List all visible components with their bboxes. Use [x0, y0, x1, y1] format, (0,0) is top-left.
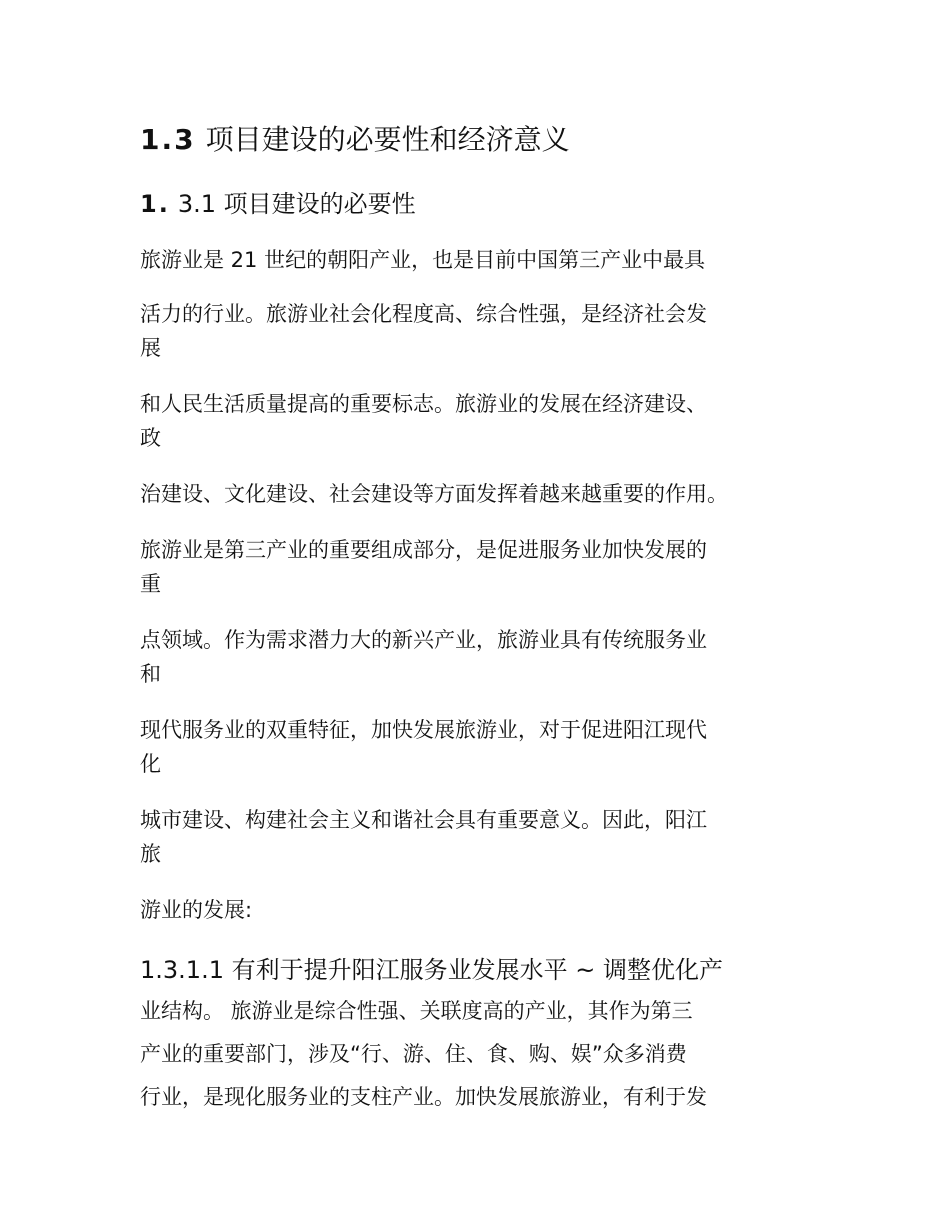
paragraph-line: 现代服务业的双重特征，加快发展旅游业，对于促进阳江现代 [140, 718, 707, 742]
paragraph-line: 治建设、文化建设、社会建设等方面发挥着越来越重要的作用。 [140, 482, 728, 506]
paragraph-line: 化 [140, 752, 161, 776]
subheading-text: 3.1 项目建设的必要性 [177, 190, 416, 218]
paragraph-line: 旅游业是第三产业的重要组成部分，是促进服务业加快发展的 [140, 538, 707, 562]
paragraph-line: 旅 [140, 842, 161, 866]
paragraph-line: 城市建设、构建社会主义和谐社会具有重要意义。因此，阳江 [140, 808, 707, 832]
body-line: 产业的重要部门，涉及“行、游、住、食、购、娱”众多消费 [140, 1042, 687, 1066]
paragraph-line: 活力的行业。旅游业社会化程度高、综合性强，是经济社会发 [140, 302, 707, 326]
paragraph-line: 展 [140, 336, 161, 360]
subsection-heading-1-3-1 [140, 186, 416, 222]
paragraph-line: 政 [140, 426, 161, 450]
heading-text: 项目建设的必要性和经济意义 [205, 123, 570, 156]
heading-number: 1.3 [140, 123, 196, 156]
paragraph-line: 旅游业是 21 世纪的朝阳产业，也是目前中国第三产业中最具 [140, 248, 706, 272]
paragraph-line: 和人民生活质量提高的重要标志。旅游业的发展在经济建设、 [140, 392, 707, 416]
subsection-heading-1-3-1-1: 1.3.1.1 有利于提升阳江服务业发展水平 ~ 调整优化产 [140, 956, 723, 984]
paragraph-line: 游业的发展: [140, 898, 253, 922]
paragraph-line: 和 [140, 662, 161, 686]
section-heading-1-3 [140, 120, 570, 160]
body-line: 行业，是现化服务业的支柱产业。加快发展旅游业，有利于发 [140, 1085, 707, 1109]
paragraph-line: 重 [140, 572, 161, 596]
subheading-number: 1. [140, 190, 170, 218]
body-line: 业结构。 旅游业是综合性强、关联度高的产业，其作为第三 [140, 999, 693, 1023]
paragraph-line: 点领域。作为需求潜力大的新兴产业，旅游业具有传统服务业 [140, 628, 707, 652]
